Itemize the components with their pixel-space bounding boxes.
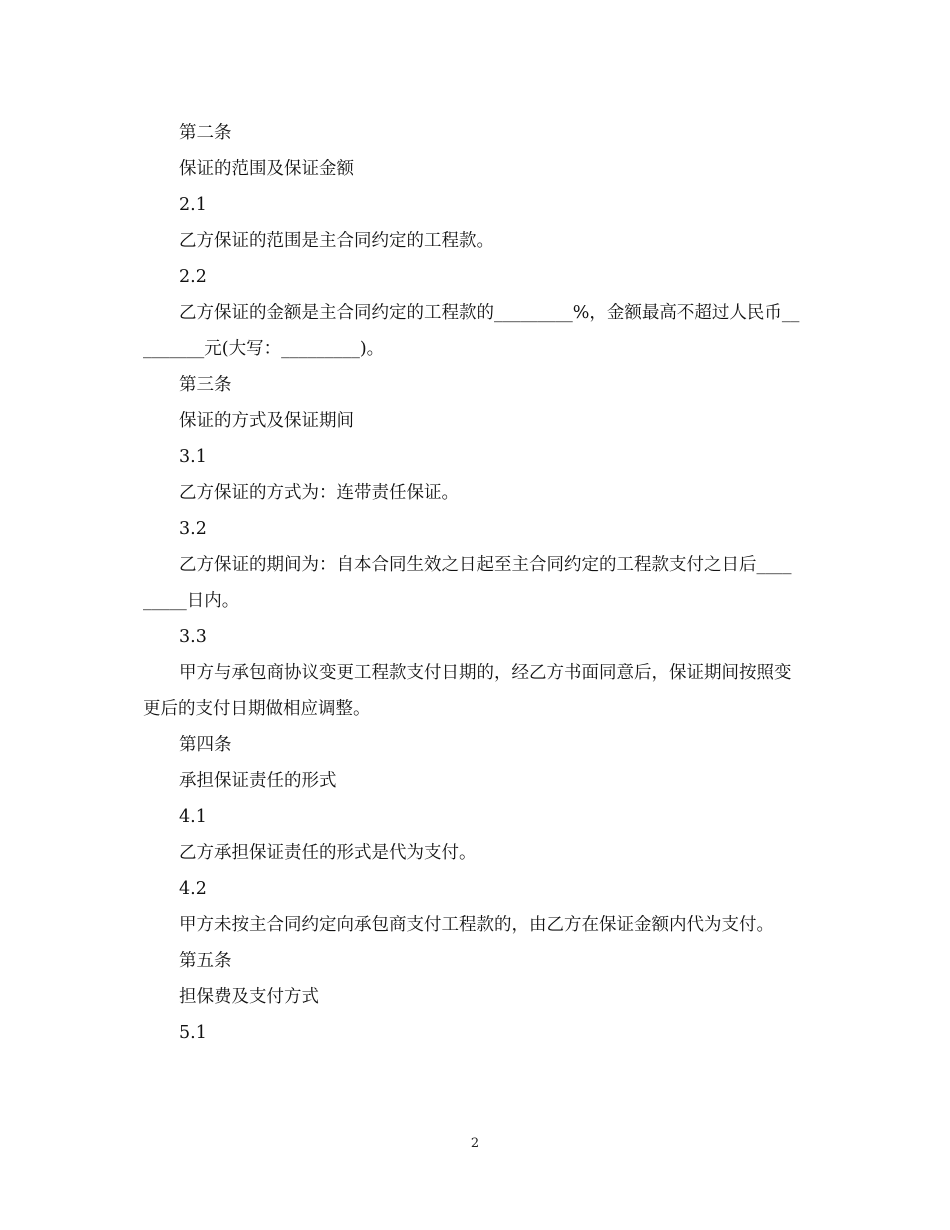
article-heading: 第三条	[179, 375, 232, 395]
section-title: 保证的方式及保证期间	[179, 411, 354, 431]
section-title: 承担保证责任的形式	[179, 771, 337, 791]
clause-text: 乙方保证的金额是主合同约定的工程款的_________%，金额最高不超过人民币_________元(大写：_________)。	[143, 303, 800, 359]
clause-text: 甲方未按主合同约定向承包商支付工程款的，由乙方在保证金额内代为支付。	[179, 915, 774, 935]
clause-number: 3.3	[179, 627, 207, 647]
clause-number: 4.2	[179, 879, 207, 899]
document-body	[143, 115, 800, 1051]
clause-number: 2.1	[179, 195, 207, 215]
section-title: 担保费及支付方式	[179, 987, 319, 1007]
clause-number: 5.1	[179, 1023, 207, 1043]
clause-text: 乙方保证的期间为：自本合同生效之日起至主合同约定的工程款支付之日后_________日内。	[143, 555, 792, 611]
clause-number: 3.1	[179, 447, 207, 467]
clause-text: 甲方与承包商协议变更工程款支付日期的，经乙方书面同意后，保证期间按照变更后的支付日期做相应调整。	[143, 663, 792, 719]
article-heading: 第二条	[179, 123, 232, 143]
article-heading: 第四条	[179, 735, 232, 755]
clause-number: 2.2	[179, 267, 207, 287]
page-number: 2	[470, 1136, 480, 1151]
article-heading: 第五条	[179, 951, 232, 971]
clause-text: 乙方保证的范围是主合同约定的工程款。	[179, 231, 494, 251]
clause-text: 乙方保证的方式为：连带责任保证。	[179, 483, 459, 503]
clause-number: 3.2	[179, 519, 207, 539]
clause-number: 4.1	[179, 807, 207, 827]
clause-text: 乙方承担保证责任的形式是代为支付。	[179, 843, 477, 863]
section-title: 保证的范围及保证金额	[179, 159, 354, 179]
